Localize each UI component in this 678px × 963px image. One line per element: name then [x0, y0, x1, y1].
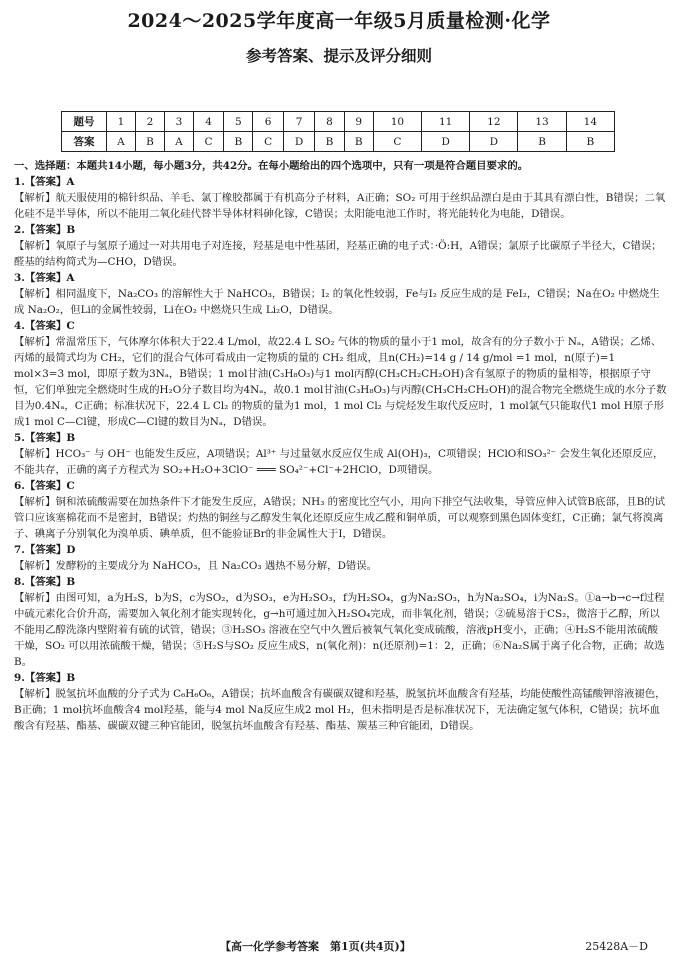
answer-label: 【答案】A	[24, 176, 75, 188]
question-block	[14, 222, 668, 270]
explanation-text: 【解析】常温常压下，气体摩尔体积大于22.4 L/mol，故22.4 L SO₂ 气体的物质的量小于1 mol，故含有的分子数小于 Nₐ，A错误；乙烯、丙烯的最简式均为 CH₂，它们的混合气体可看成由一定物质的量的 CH₂ 组成，且n(CH₂)=14 g / 14 g/mol =1 mol，n(原子)=1 mol×3=3 mol，即原子数为3Nₐ，B错误；1 mol甘油(C₃H₈O₃)与1 mol丙醇(CH₃CH₂CH₂OH)含有氢原子的物质的量相等，根据原子守恒，它们单独完全燃烧时生成的H₂O分子数目均为4Nₐ，故0.1 mol甘油(C₃H₈O₃)与丙醇(CH₃CH₂CH₂OH)的混合物完全燃烧生成的水分子数目为0.4Nₐ，C正确；标准状况下，22.4 L Cl₂ 的物质的量为1 mol，1 mol Cl₂ 与烷烃发生取代反应时，1 mol氯气只能取代1 mol H原子形成1 mol C—Cl键，形成C—Cl键的数目为Nₐ，D错误。	[14, 336, 667, 428]
answer-table	[61, 111, 615, 152]
question-number-cell: 11	[422, 112, 470, 132]
answer-cell: D	[283, 132, 315, 152]
explanation-text: 【解析】HCO₃⁻ 与 OH⁻ 也能发生反应，A项错误；Al³⁺ 与过量氨水反应仅生成 Al(OH)₃，C项错误；HClO和SO₃²⁻ 会发生氧化还原反应，不能共存，正确的离子方程式为 SO₂+H₂O+3ClO⁻ ═══ SO₄²⁻+Cl⁻+2HClO，D项错误。	[14, 448, 664, 476]
question-number-cell: 5	[224, 112, 253, 132]
answer-cell: A	[165, 132, 194, 152]
answer-label: 【答案】B	[24, 576, 76, 588]
answer-table-answer-row	[62, 132, 615, 152]
explanation-text: 【解析】由图可知，a为H₂S，b为S，c为SO₂，d为SO₃，e为H₂SO₃，f为H₂SO₄，g为Na₂SO₃，h为Na₂SO₄，i为Na₂S。①a→b→c→f过程中硫元素化合价升高，需要加入氧化剂才能实现转化，g→h可通过加入H₂SO₄完成，而非氧化剂，错误；②硫易溶于CS₂，微溶于乙醇，所以不能用乙醇洗涤内壁附着有硫的试管，错误；③H₂SO₃ 溶液在空气中久置后被氧气氧化变成硫酸，溶液pH变小，正确；④H₂S不能用浓硫酸干燥，SO₂ 可以用浓硫酸干燥，错误；⑤H₂S与SO₂ 反应生成S，n(氧化剂)：n(还原剂)=1：2，正确；⑥Na₂S属于离子化合物，正确；故选B。	[14, 592, 665, 668]
question-number: 3.	[14, 272, 25, 284]
answer-label: 【答案】D	[24, 544, 76, 556]
footer-code: 25428A－D	[585, 940, 648, 953]
footer-page-info: 【高一化学参考答案 第1页(共4页)】	[220, 940, 411, 953]
explanation-text: 【解析】相同温度下，Na₂CO₃ 的溶解性大于 NaHCO₃，B错误；I₂ 的氧化性较弱，Fe与I₂ 反应生成的是 FeI₂，C错误；Na在O₂ 中燃烧生成 Na₂O₂，但Li的金属性较弱，Li在O₂ 中燃烧只生成 Li₂O，D错误。	[14, 288, 660, 316]
answer-cell: B	[315, 132, 344, 152]
question-number: 1.	[14, 176, 25, 188]
answer-line	[14, 670, 668, 686]
question-number: 7.	[14, 544, 25, 556]
question-block	[14, 574, 668, 670]
question-number-cell: 9	[344, 112, 373, 132]
question-number-cell: 7	[283, 112, 315, 132]
answer-label: 【答案】B	[24, 432, 76, 444]
answer-table-number-row	[62, 112, 615, 132]
question-block	[14, 542, 668, 574]
answer-label: 【答案】A	[24, 272, 75, 284]
answer-table-row-label: 题号	[62, 112, 107, 132]
explanation-text: 【解析】航天服使用的棉针织品、羊毛、氯丁橡胶都属于有机高分子材料，A正确；SO₂ 可用于丝织品漂白是由于其具有漂白性，B错误；二氧化硅不是半导体，所以不能用二氧化硅代替半导体材料砷化镓，C错误；太阳能电池工作时，将光能转化为电能，D错误。	[14, 192, 666, 220]
question-block	[14, 270, 668, 318]
answer-line	[14, 318, 668, 334]
question-number-cell: 1	[107, 112, 136, 132]
answer-line	[14, 270, 668, 286]
answer-cell: D	[422, 132, 470, 152]
answer-cell: B	[135, 132, 164, 152]
section-heading: 一、选择题：本题共14小题，每小题3分，共42分。在每小题给出的四个选项中，只有一项是符合题目要求的。	[14, 160, 529, 172]
question-number-cell: 13	[518, 112, 566, 132]
answer-cell: B	[566, 132, 614, 152]
question-number: 8.	[14, 576, 25, 588]
answer-cell: B	[224, 132, 253, 152]
answer-line	[14, 542, 668, 558]
explanation-text: 【解析】脱氢抗坏血酸的分子式为 C₆H₆O₆，A错误；抗坏血酸含有碳碳双键和羟基，脱氢抗坏血酸含有羟基，均能使酸性高锰酸钾溶液褪色，B正确；1 mol抗坏血酸含4 mol羟基，能与4 mol Na反应生成2 mol H₂，但未指明是否是标准状况下，无法确定氢气体积，C错误；抗坏血酸含有羟基、酯基、碳碳双键三种官能团，脱氢抗坏血酸含有羟基、酯基、羰基三种官能团，D错误。	[14, 688, 666, 732]
question-number: 2.	[14, 224, 25, 236]
answer-table-row-label: 答案	[62, 132, 107, 152]
question-number: 6.	[14, 480, 25, 492]
question-number-cell: 10	[373, 112, 421, 132]
question-number-cell: 8	[315, 112, 344, 132]
answer-cell: B	[518, 132, 566, 152]
page-title: 2024～2025学年度高一年级5月质量检测·化学	[127, 10, 551, 32]
answer-label: 【答案】B	[24, 672, 76, 684]
answer-content	[14, 158, 668, 734]
answer-line	[14, 430, 668, 446]
question-block	[14, 318, 668, 430]
answer-cell: A	[107, 132, 136, 152]
question-block	[14, 430, 668, 478]
answer-line	[14, 478, 668, 494]
explanation-text: 【解析】发酵粉的主要成分为 NaHCO₃，且 Na₂CO₃ 遇热不易分解，D错误。	[14, 560, 378, 572]
question-block	[14, 478, 668, 542]
answer-line	[14, 174, 668, 190]
question-number-cell: 12	[470, 112, 518, 132]
question-block	[14, 670, 668, 734]
answer-cell: C	[373, 132, 421, 152]
answer-line	[14, 222, 668, 238]
answer-label: 【答案】B	[24, 224, 76, 236]
question-block	[14, 174, 668, 222]
question-number-cell: 6	[253, 112, 283, 132]
answer-cell: B	[344, 132, 373, 152]
question-number-cell: 4	[193, 112, 223, 132]
question-number: 9.	[14, 672, 25, 684]
question-number: 4.	[14, 320, 25, 332]
answer-cell: D	[470, 132, 518, 152]
answer-line	[14, 574, 668, 590]
question-list	[14, 174, 668, 734]
explanation-text: 【解析】铜和浓硫酸需要在加热条件下才能发生反应，A错误；NH₃ 的密度比空气小，用向下排空气法收集，导管应伸入试管B底部，且B的试管口应该塞棉花而不是密封，B错误；灼热的铜丝与乙醇发生氧化还原反应生成乙醛和铜单质，可以观察到黑色固体变红，C正确；氯气将溴离子、碘离子分别氧化为溴单质、碘单质，但不能验证Br的非金属性大于I，D错误。	[14, 496, 666, 540]
page-subtitle: 参考答案、提示及评分细则	[245, 46, 432, 65]
question-number-cell: 3	[165, 112, 194, 132]
answer-cell: C	[193, 132, 223, 152]
question-number-cell: 14	[566, 112, 614, 132]
answer-label: 【答案】C	[24, 480, 75, 492]
question-number-cell: 2	[135, 112, 164, 132]
explanation-text: 【解析】氧原子与氢原子通过一对共用电子对连接，羟基是电中性基团，羟基正确的电子式：·Ö:H，A错误；氯原子比碳原子半径大，C错误；醛基的结构简式为—CHO，D错误。	[14, 240, 662, 268]
answer-label: 【答案】C	[24, 320, 75, 332]
answer-cell: C	[253, 132, 283, 152]
question-number: 5.	[14, 432, 25, 444]
